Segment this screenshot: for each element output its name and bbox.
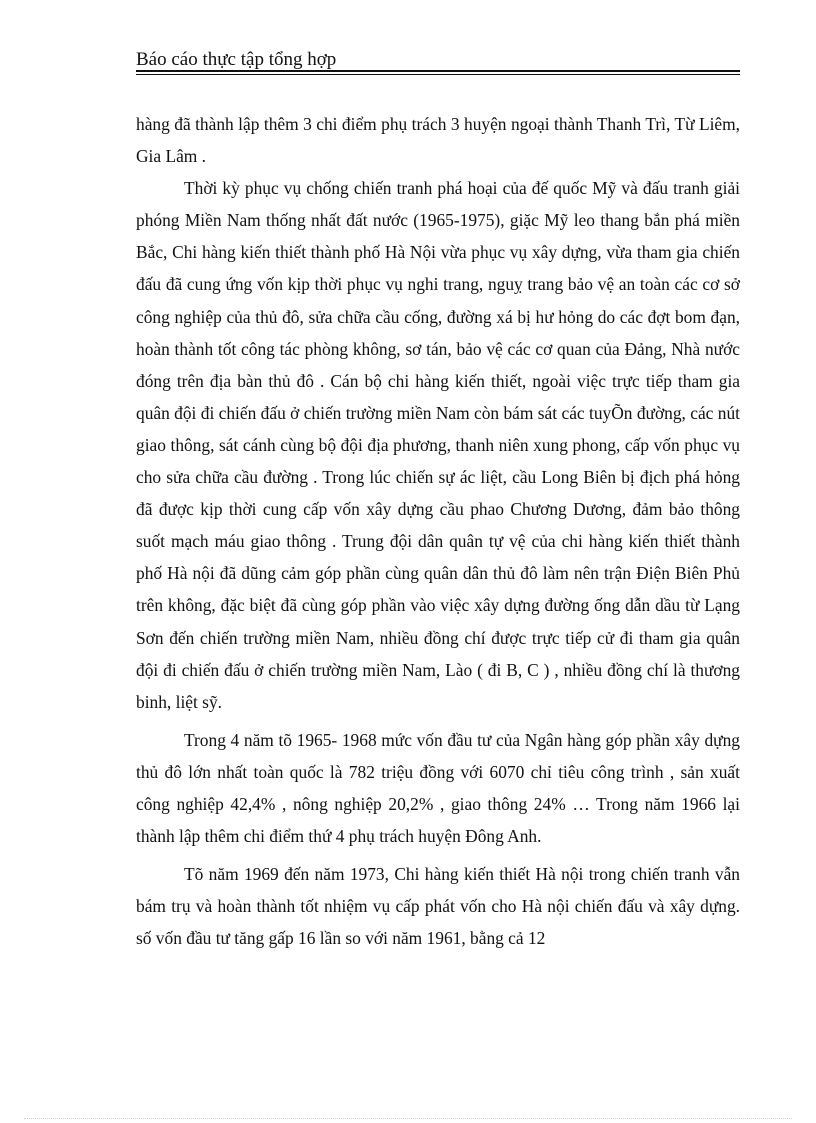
body-text [136,108,740,954]
paragraph-continued: hàng đã thành lập thêm 3 chi điểm phụ trách 3 huyện ngoại thành Thanh Trì, Từ Liêm, Gia Lâm . [136,114,740,167]
footer-rule [24,1118,792,1119]
paragraph: Tõ năm 1969 đến năm 1973, Chi hàng kiến thiết Hà nội trong chiến tranh vẫn bám trụ và hoàn thành tốt nhiệm vụ cấp phát vốn cho Hà nội chiến đấu và xây dựng. số vốn đầu tư tăng gấp 16 lần so với năm 1961, bằng cả 12 [136,864,740,949]
header-title: Báo cáo thực tập tổng hợp [136,49,337,70]
header-rule [136,70,740,72]
paragraph: Trong 4 năm tõ 1965- 1968 mức vốn đầu tư của Ngân hàng góp phần xây dựng thủ đô lớn nhất toàn quốc là 782 triệu đồng với 6070 chỉ tiêu công trình , sản xuất công nghiệp 42,4% , nông nghiệp 20,2% , giao thông 24% … Trong năm 1966 lại thành lập thêm chi điểm thứ 4 phụ trách huyện Đông Anh. [136,729,740,847]
page-header [136,49,740,73]
paragraph: Thời kỳ phục vụ chống chiến tranh phá hoại của đế quốc Mỹ và đấu tranh giải phóng Miền Nam thống nhất đất nước (1965-1975), giặc Mỹ leo thang bắn phá miền Bắc, Chi hàng kiến thiết thành phố Hà Nội vừa phục vụ xây dựng, vừa tham gia chiến đấu đã cung ứng vốn kịp thời phục vụ nghi trang, nguỵ trang bảo vệ an toàn các cơ sở công nghiệp của thủ đô, sửa chữa cầu cống, đường xá bị hư hỏng do các đợt bom đạn, hoàn thành tốt công tác phòng không, sơ tán, bảo vệ các cơ quan của Đảng, Nhà nước đóng trên địa bàn thủ đô . Cán bộ chi hàng kiến thiết, ngoài việc trực tiếp tham gia quân đội đi chiến đấu ở chiến trường miền Nam còn bám sát các tuyÕn đường, các nút giao thông, sát cánh cùng bộ đội địa phương, thanh niên xung phong, cấp vốn phục vụ cho sửa chữa cầu đường . Trong lúc chiến sự ác liệt, cầu Long Biên bị địch phá hỏng đã được kịp thời cung cấp vốn xây dựng cầu phao Chương Dương, đảm bảo thông suốt mạch máu giao thông . Trung đội dân quân tự vệ của chi hàng kiến thiết thành phố Hà nội đã dũng cảm góp phần cùng quân dân thủ đô làm nên trận Điện Biên Phủ trên không, đặc biệt đã cùng góp phần vào việc xây dựng đường ống dẫn dầu từ Lạng Sơn đến chiến trường miền Nam, nhiều đồng chí được trực tiếp cử đi tham gia quân đội đi chiến đấu ở chiến trường miền Nam, Lào ( đi B, C ) , nhiều đồng chí là thương binh, liệt sỹ. [136,178,740,712]
header-rule-secondary [136,74,740,75]
